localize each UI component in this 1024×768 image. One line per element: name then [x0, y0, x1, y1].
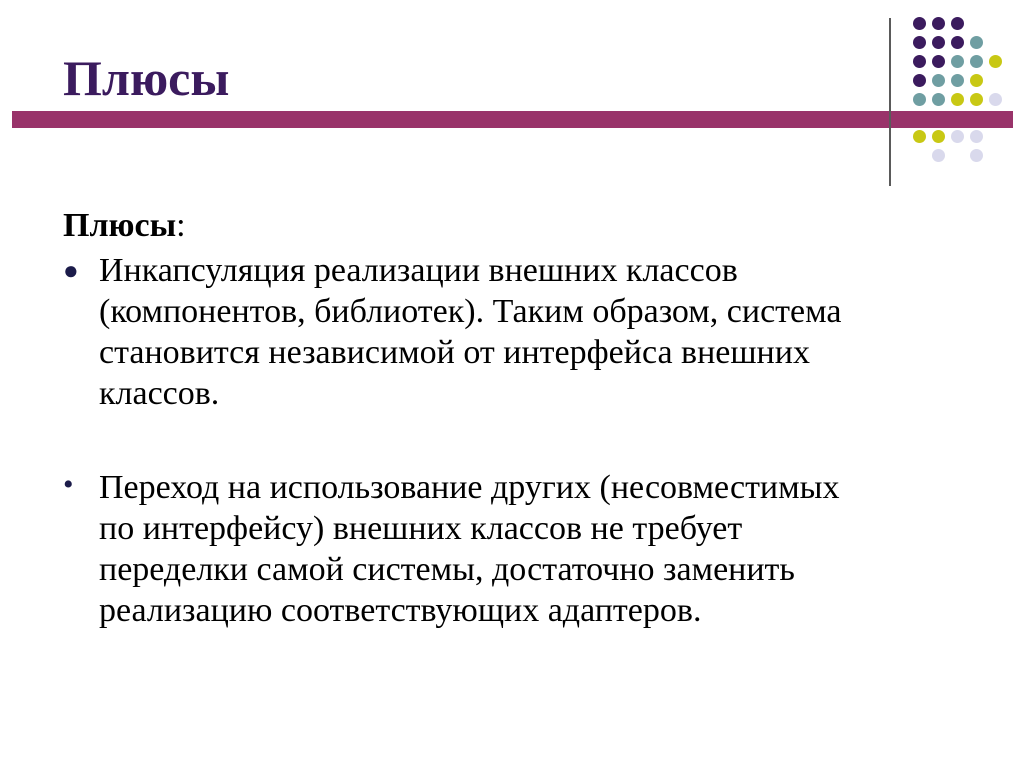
decor-dot	[932, 36, 945, 49]
decor-dot	[970, 55, 983, 68]
decor-dot	[951, 55, 964, 68]
decor-dot	[970, 36, 983, 49]
decor-dot	[913, 93, 926, 106]
intro-label: Плюсы	[63, 207, 177, 244]
decor-dot	[932, 17, 945, 30]
decor-dot	[989, 93, 1002, 106]
intro-line	[63, 205, 863, 246]
slide-body	[63, 205, 863, 631]
bullet-icon: ●	[63, 256, 79, 285]
decor-dot	[970, 130, 983, 143]
vertical-divider	[889, 18, 891, 186]
decor-dot	[970, 74, 983, 87]
decor-dot	[951, 36, 964, 49]
decor-dot	[970, 149, 983, 162]
decor-dot	[970, 93, 983, 106]
decor-dot	[951, 130, 964, 143]
title-divider	[12, 111, 1013, 128]
decor-dot	[951, 17, 964, 30]
slide-title: Плюсы	[63, 50, 230, 106]
decor-dot	[913, 55, 926, 68]
decor-dot	[932, 130, 945, 143]
bullet-text: Переход на использование других (несовместимых по интерфейсу) внешних классов не требует переделки самой системы, достаточно заменить реализацию соответствующих адаптеров.	[99, 469, 840, 629]
decor-dot	[913, 36, 926, 49]
decor-dot	[932, 55, 945, 68]
decor-dot	[989, 55, 1002, 68]
decor-dot	[932, 74, 945, 87]
decor-dot	[932, 149, 945, 162]
intro-suffix: :	[176, 207, 186, 244]
decor-dot	[932, 93, 945, 106]
bullet-item	[63, 467, 863, 631]
decor-dot	[951, 74, 964, 87]
decor-dot	[913, 17, 926, 30]
bullet-icon: •	[63, 468, 74, 501]
decor-dot	[913, 130, 926, 143]
bullet-text: Инкапсуляция реализации внешних классов (компонентов, библиотек). Таким образом, система становится независимой от интерфейса внешних классов.	[99, 252, 842, 412]
bullet-item	[63, 250, 863, 414]
decor-dot	[913, 74, 926, 87]
decor-dot	[951, 93, 964, 106]
